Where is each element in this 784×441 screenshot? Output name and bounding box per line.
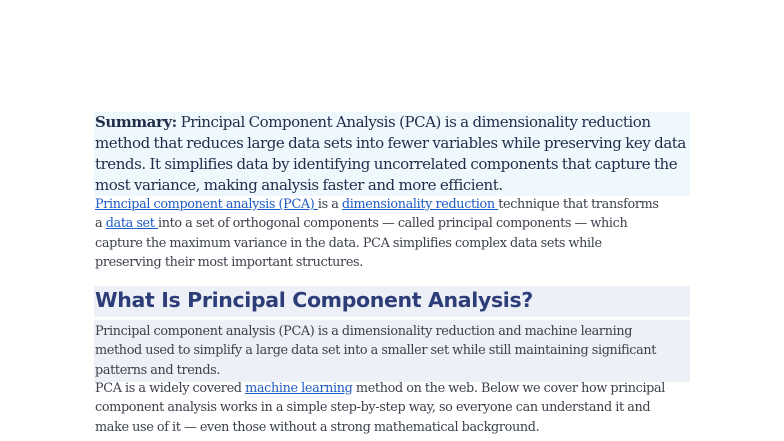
intro-text: capture the maximum variance in the data. PCA simplifies complex data sets while [95,235,602,251]
summary-line-4: most variance, making analysis faster and more efficient. [95,176,503,194]
summary-line-3: trends. It simplifies data by identifying uncorrelated components that capture the [95,155,678,173]
definition-paragraph [95,322,695,380]
section-heading: What Is Principal Component Analysis? [95,288,533,312]
summary-label: Summary: [95,113,177,131]
intro-text: preserving their most important structures. [95,254,363,270]
paragraph-line: patterns and trends. [95,362,221,378]
intro-text: technique that transforms [498,197,659,212]
intro-text: into a set of orthogonal components — called principal components — which [157,216,628,232]
data-set-link[interactable]: data set [105,216,158,232]
paragraph-line: component analysis works in a simple step-by-step way, so everyone can understand it and [95,400,651,416]
summary-line-1: Principal Component Analysis (PCA) is a dimensionality reduction [176,113,651,131]
summary-block [95,112,689,196]
pca-link[interactable]: Principal component analysis (PCA) [95,197,318,212]
overview-paragraph [95,379,695,437]
intro-text: a [95,216,106,232]
paragraph-line: method on the web. Below we cover how principal [352,381,666,396]
paragraph-line: PCA is a widely covered [95,381,246,396]
paragraph-line: Principal component analysis (PCA) is a dimensionality reduction and machine learning [95,324,633,339]
machine-learning-link[interactable]: machine learning [245,381,353,396]
paragraph-line: make use of it — even those without a strong mathematical background. [95,419,540,435]
paragraph-line: method used to simplify a large data set into a smaller set while still maintaining significant [95,343,657,359]
summary-line-2: method that reduces large data sets into fewer variables while preserving key data [95,134,686,152]
intro-text: is a [317,197,342,212]
intro-paragraph [95,195,695,272]
dimensionality-reduction-link[interactable]: dimensionality reduction [341,197,499,212]
